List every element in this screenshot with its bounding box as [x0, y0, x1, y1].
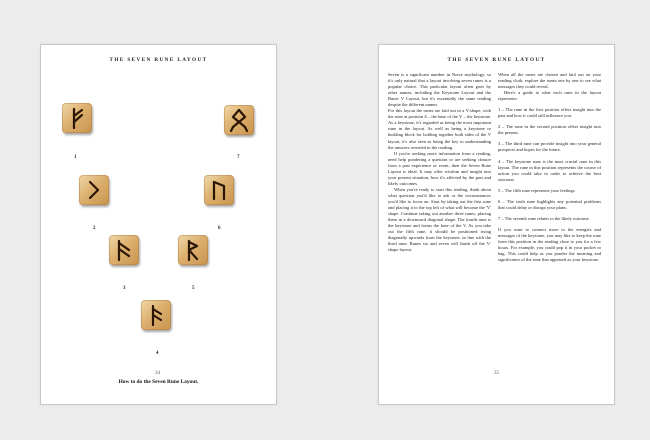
tile-number-5: 5 — [192, 286, 195, 291]
raido-icon — [178, 235, 208, 265]
fehu-icon — [62, 103, 92, 133]
rune-tile-3 — [109, 235, 139, 265]
rune-tile-2 — [79, 175, 109, 205]
left-page — [40, 44, 277, 405]
ansuz-icon — [141, 300, 171, 330]
paragraph: When you're ready to start this reading, think about what question you'd like to ask or the circumstances you'd like to focus on. Start by taking out the first rune and placing it to the top left of what will become the 'V' shape. Continue taking out another three runes, placing them in a downward diagonal shape. The fourth rune is the keystone and forms the base of the V. As you take out the fifth rune, it should be positioned rising diagonally upwards from the keystone, in line with the third rune. Runes six and seven will finish off the V-shape layout. — [388, 186, 491, 253]
ansuz-icon — [109, 235, 139, 265]
paragraph: If you want to connect more to the energies and messages of the keystone, you may like to keep the rune from this position in the reading close to you for a few hours. For example, you could pop it in your pocket or bag. This could help as you ponder the meaning and significance of the rune that appeared as your keystone. — [498, 226, 601, 263]
page-number-right: 35 — [494, 371, 499, 376]
rune-meaning-5: 5 – The fifth rune represents your feelings. — [498, 187, 576, 193]
figure-caption: How to do the Seven Rune Layout. — [118, 379, 199, 385]
page-number-left: 34 — [155, 371, 160, 376]
othala-icon — [224, 105, 254, 135]
paragraph: When all the runes are chosen and laid out on your reading cloth, explore the runes one by one to see what messages they could reveal. — [498, 72, 601, 90]
paragraph: For this layout the runes are laid out in a V-shape, with the rune at position 4 – the base of the V – the keystone. As a keystone, it's regarded as being the most important rune in the layout. As well as being a keystone or building block for holding together both sides of the V layout, it's also seen as being the key to understanding the answers revealed in the reading. — [388, 108, 491, 150]
right-page — [378, 44, 615, 405]
rune-meaning-2: 2 – The rune in the second position offers insight into the present. — [498, 124, 601, 136]
rune-meaning-4: 4 – The keystone rune is the most crucial rune in this layout. The rune in this position represents the course of action you could take in order to achieve the best outcome. — [498, 158, 601, 182]
rune-tile-7 — [224, 105, 254, 135]
tile-number-3: 3 — [123, 286, 126, 291]
paragraph: If you're seeking more information from a reading, need help pondering a question or are seeking closure from a past experience or event, then the Seven Rune Layout is ideal. It may offer wisdom and insight into your present situation, how it's affected by the past and likely outcomes. — [388, 150, 491, 186]
kaunan-icon — [79, 175, 109, 205]
text-column-right — [498, 72, 601, 263]
rune-tile-1 — [62, 103, 92, 133]
rune-tile-5 — [178, 235, 208, 265]
text-column-left — [388, 72, 491, 253]
paragraph: Here's a guide to what each rune in the layout represents: — [498, 90, 601, 102]
tile-number-1: 1 — [74, 155, 77, 160]
rune-meaning-1: 1 – The rune in the first position offers insight into the past and how it could still influence you. — [498, 107, 601, 119]
page-title: THE SEVEN RUNE LAYOUT — [109, 57, 208, 63]
paragraph: Seven is a significant number in Norse mythology, so it's only natural that a layout involving seven runes is a popular choice. This particular layout often goes by other names, including the Keystone Layout and the Runic V Layout, but it's essentially the same reading despite the different names. — [388, 72, 491, 108]
tile-number-6: 6 — [218, 226, 221, 231]
tile-number-4: 4 — [156, 351, 159, 356]
rune-meaning-6: 6 – The sixth rune highlights any potential problems that could delay or disrupt your plans. — [498, 198, 601, 210]
rune-tile-6 — [204, 175, 234, 205]
page-title: THE SEVEN RUNE LAYOUT — [447, 57, 546, 63]
tile-number-7: 7 — [237, 155, 240, 160]
tile-number-2: 2 — [93, 226, 96, 231]
rune-meaning-3: 3 – The third rune can provide insight into your general prospects and hopes for the future. — [498, 141, 601, 153]
rune-meaning-7: 7 – The seventh rune relates to the likely outcome. — [498, 215, 590, 221]
uruz-icon — [204, 175, 234, 205]
rune-tile-4 — [141, 300, 171, 330]
